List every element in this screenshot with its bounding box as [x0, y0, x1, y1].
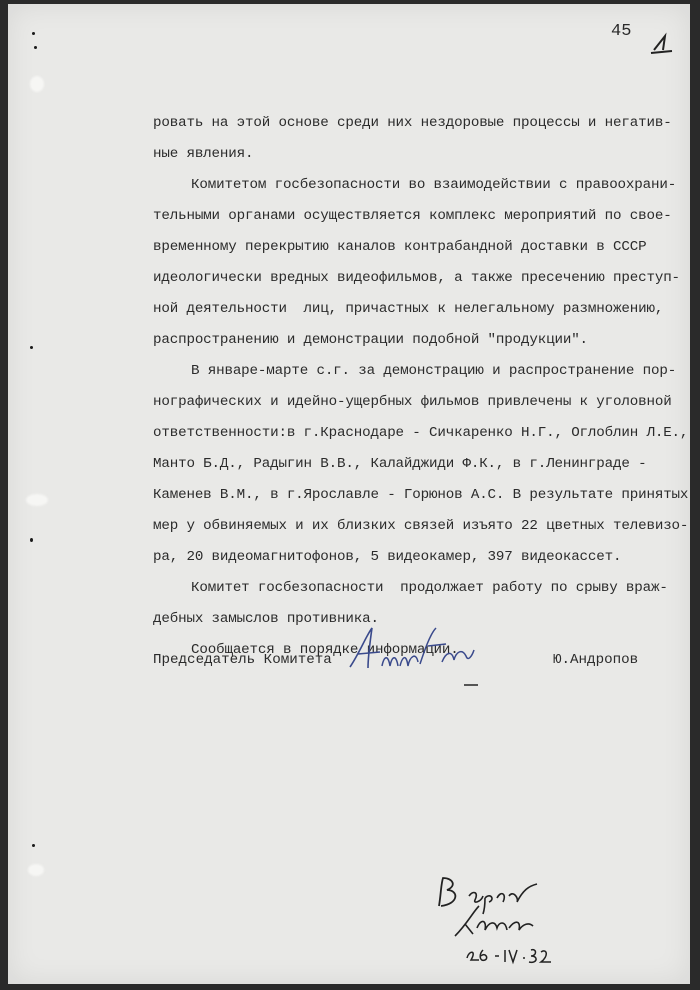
- text-line: ра, 20 видеомагнитофонов, 5 видеокамер, 397 видеокассет.: [153, 549, 622, 565]
- document-page: [8, 4, 690, 984]
- text-line: Комитетом госбезопасности во взаимодействии с правоохрани-: [191, 177, 677, 193]
- margin-speck: [32, 32, 35, 35]
- text-line: Сообщается в порядке информации.: [191, 642, 459, 658]
- binding-hole: [28, 864, 44, 876]
- text-line: ной деятельности лиц, причастных к нелегальному размножению,: [153, 301, 664, 317]
- text-line: ные явления.: [153, 146, 254, 162]
- margin-speck: [30, 346, 33, 349]
- stray-mark: [464, 684, 478, 686]
- signatory-title: Председатель Комитета: [153, 652, 332, 668]
- text-line: мер у обвиняемых и их близких связей изъято 22 цветных телевизо-: [153, 518, 689, 534]
- margin-speck: [32, 844, 35, 847]
- margin-speck: [34, 46, 37, 49]
- handwritten-page-mark: [648, 32, 678, 56]
- margin-speck: [30, 538, 33, 542]
- text-line: тельными органами осуществляется комплекс мероприятий по свое-: [153, 208, 672, 224]
- text-line: Манто Б.Д., Радыгин В.В., Калайджиди Ф.К., в г.Ленинграде -: [153, 456, 647, 472]
- handwritten-signature: [346, 622, 481, 677]
- letter-body: [153, 108, 689, 666]
- handwritten-archive-note: [433, 872, 573, 967]
- page-number: 45: [611, 22, 632, 41]
- binding-hole: [26, 494, 48, 506]
- text-line: дебных замыслов противника.: [153, 611, 379, 627]
- text-line: временному перекрытию каналов контрабандной доставки в СССР: [153, 239, 647, 255]
- text-line: Комитет госбезопасности продолжает работу по срыву враж-: [191, 580, 668, 596]
- text-line: нографических и идейно-ущербных фильмов привлечены к уголовной: [153, 394, 672, 410]
- signatory-name: Ю.Андропов: [553, 652, 639, 668]
- text-line: Каменев В.М., в г.Ярославле - Горюнов А.С. В результате принятых: [153, 487, 689, 503]
- text-line: распространению и демонстрации подобной "продукции".: [153, 332, 588, 348]
- text-line: ответственности:в г.Краснодаре - Сичкаренко Н.Г., Оглоблин Л.Е.,: [153, 425, 689, 441]
- text-line: ровать на этой основе среди них нездоровые процессы и негатив-: [153, 115, 672, 131]
- binding-hole: [30, 76, 44, 92]
- text-line: идеологически вредных видеофильмов, а также пресечению преступ-: [153, 270, 680, 286]
- text-line: В январе-марте с.г. за демонстрацию и распространение пор-: [191, 363, 677, 379]
